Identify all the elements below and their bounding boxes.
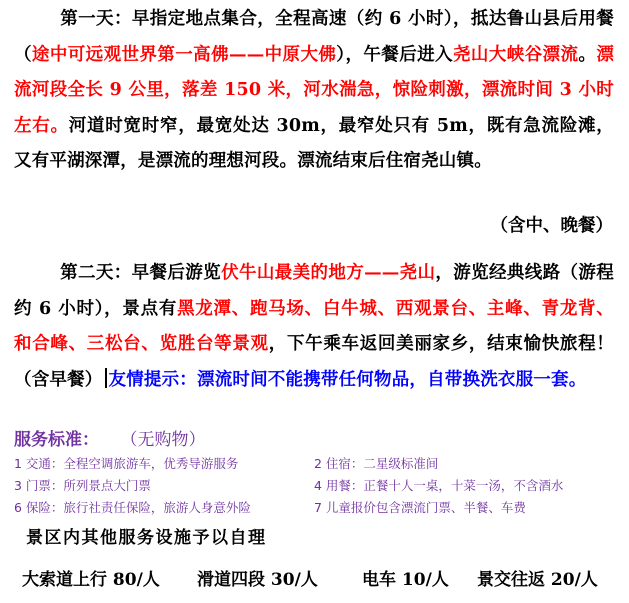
day2-seg: ，游览经典线路（游程约 6 小时），景点有 — [14, 263, 614, 319]
day1-seg-highlight: 途中可远观世界第一高佛——中原大佛 — [31, 44, 337, 65]
price-item: 电车 10/人 — [362, 570, 449, 590]
day1-seg: 河道时宽时窄，最宽处达 30m，最窄处只有 5m，既有急流险滩，又有平湖深潭，是漂流的理想河段。漂流结束后住宿尧山镇。 — [14, 115, 614, 171]
services-title — [14, 425, 206, 450]
service-item: 2 住宿：二星级标准间 — [314, 456, 439, 471]
services-subtitle: （无购物） — [129, 430, 206, 450]
service-item: 1 交通：全程空调旅游车，优秀导游服务 — [14, 456, 239, 471]
price-item: 滑道四段 30/人 — [197, 570, 318, 590]
price-item: 大索道上行 80/人 — [22, 570, 160, 590]
service-item: 4 用餐：正餐十人一桌，十菜一汤，不含酒水 — [314, 478, 564, 493]
day1-seg-highlight: 尧山大峡谷漂流 — [452, 44, 579, 65]
tip-text: 友情提示：漂流时间不能携带任何物品，自带换洗衣服一套。 — [108, 369, 587, 390]
day2-seg: ，下午乘车返回美丽家乡，结束愉快旅程！（含早餐） — [14, 334, 614, 390]
services-list — [14, 453, 614, 519]
day1-seg: ），午餐后进入 — [336, 44, 453, 65]
services-row — [14, 475, 614, 497]
services-title-text: 服务标准： — [14, 430, 99, 450]
day1-meal-note: （含中、晚餐） — [490, 216, 613, 236]
day2-seg: 第二天：早餐后游览 — [60, 263, 222, 283]
service-item: 6 保险：旅行社责任保险，旅游人身意外险 — [14, 500, 251, 515]
service-item: 3 门票：所列景点大门票 — [14, 478, 151, 493]
day1-paragraph — [14, 2, 614, 180]
service-item: 7 儿童报价包含漂流门票、半餐、车费 — [314, 500, 526, 515]
day2-seg-highlight: 黑龙潭、跑马场、白牛城、西观景台、主峰、青龙背、和合峰、三松台、览胜台等景观 — [14, 298, 614, 354]
day1-seg: 第一天：早指定地点集合，全程高速（约 6 小时），抵达鲁山县后用餐（ — [14, 9, 614, 65]
day1-seg-highlight: 漂流河段全长 9 公里，落差 150 米，河水湍急，惊险刺激，漂流时间 3 小时左右。 — [14, 44, 615, 136]
price-item: 景交往返 20/人 — [477, 570, 598, 590]
day1-seg: 。 — [578, 44, 597, 65]
day2-paragraph — [14, 256, 614, 398]
self-pay-heading: 景区内其他服务设施予以自理 — [26, 528, 267, 548]
day2-seg-highlight: 伏牛山最美的地方——尧山 — [221, 263, 436, 283]
text-cursor — [105, 368, 107, 388]
services-row — [14, 497, 614, 519]
services-row — [14, 453, 614, 475]
